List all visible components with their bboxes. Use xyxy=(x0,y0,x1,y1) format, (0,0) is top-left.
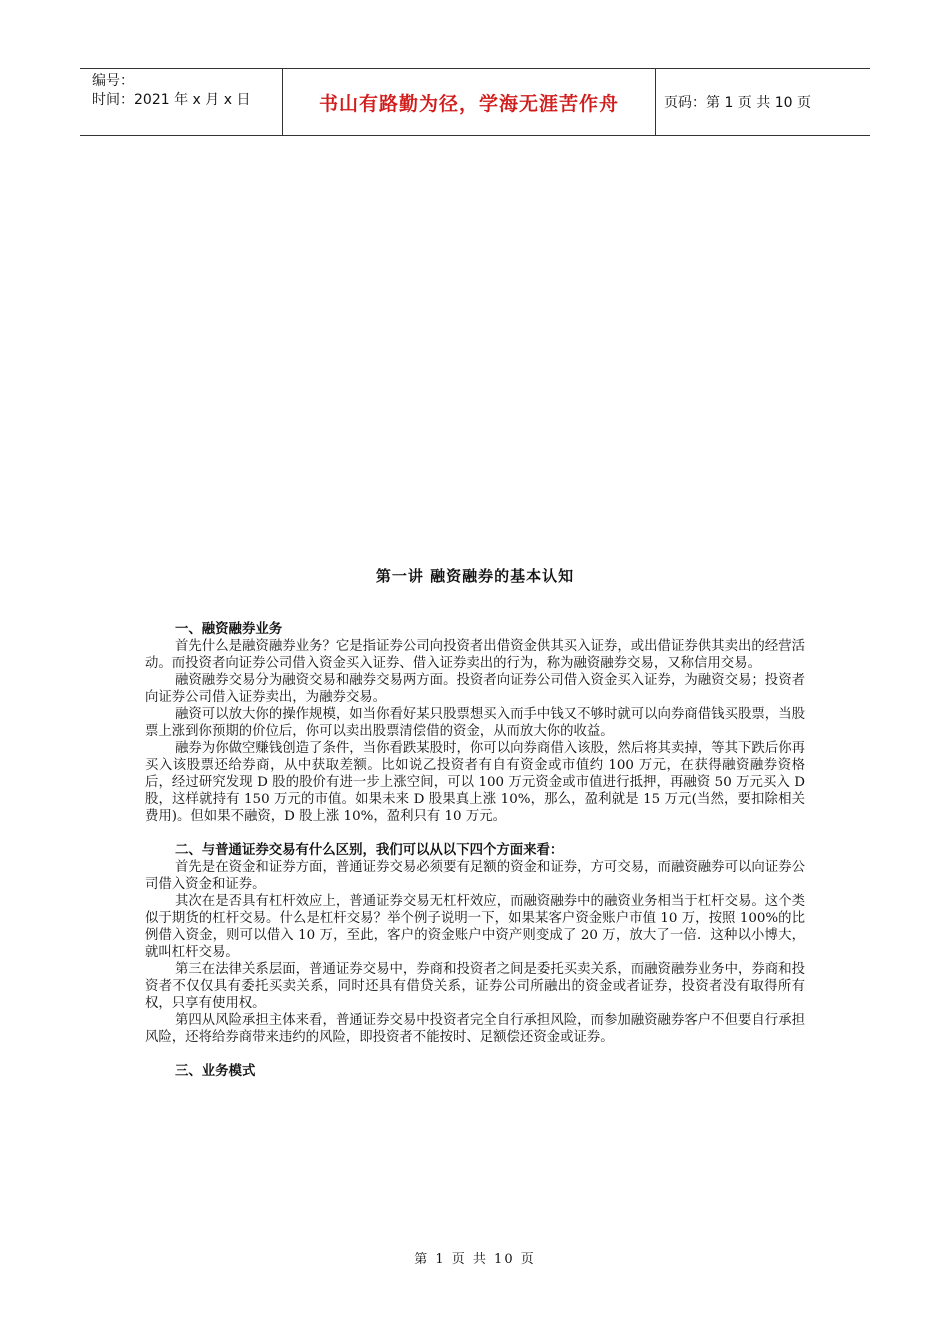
page-footer xyxy=(0,1248,950,1267)
paragraph: 第四从风险承担主体来看，普通证券交易中投资者完全自行承担风险，而参加融资融券客户不但要自行承担风险，还将给券商带来违约的风险，即投资者不能按时、足额偿还资金或证券。 xyxy=(145,1013,805,1045)
document-title: 第一讲 融资融券的基本认知 xyxy=(375,567,575,585)
date-label: 时间：2021 年 x 月 x 日 xyxy=(92,92,251,108)
paragraph: 融券为你做空赚钱创造了条件，当你看跌某股时，你可以向券商借入该股，然后将其卖掉，等其下跌后你再买入该股票还给券商，从中获取差额。比如说乙投资者有自有资金或市值约 100 万元，在获得融资融券资格后，经过研究发现 D 股的股价有进一步上涨空间，可以 100 万元资金或市值进行抵押，再融资 50 万元买入 D 股，这样就持有 150 万元的市值。如果未来 D 股果真上涨 10%，那么，盈利就是 15 万元(当然，要扣除相关费用)。但如果不融资，D 股上涨 10%，盈利只有 10 万元。 xyxy=(145,741,805,824)
motto-text: 书山有路勤为径，学海无涯苦作舟 xyxy=(318,92,619,115)
page-code-cell xyxy=(656,69,870,135)
spacer xyxy=(145,825,805,842)
section-heading-3: 三、业务模式 xyxy=(175,1064,256,1079)
footer-page-number: 第 1 页 共 10 页 xyxy=(414,1252,536,1267)
paragraph: 融资融券交易分为融资交易和融券交易两方面。投资者向证券公司借入资金买入证券，为融资交易；投资者向证券公司借入证券卖出，为融券交易。 xyxy=(145,673,805,705)
page-code: 页码：第 1 页 共 10 页 xyxy=(664,95,811,111)
paragraph: 融资可以放大你的操作规模，如当你看好某只股票想买入而手中钱又不够时就可以向券商借钱买股票，当股票上涨到你预期的价位后，你可以卖出股票清偿借的资金，从而放大你的收益。 xyxy=(145,707,805,739)
header-table xyxy=(80,68,870,136)
paragraph: 首先什么是融资融券业务？它是指证券公司向投资者出借资金供其买入证券，或出借证券供其卖出的经营活动。而投资者向证券公司借入资金买入证券、借入证券卖出的行为，称为融资融券交易，又称信用交易。 xyxy=(145,639,805,671)
header-meta-cell xyxy=(80,69,282,135)
spacer xyxy=(145,1046,805,1063)
section-heading-2: 二、与普通证券交易有什么区别，我们可以从以下四个方面来看： xyxy=(175,843,564,858)
motto-cell xyxy=(282,69,656,135)
section-heading-1: 一、融资融券业务 xyxy=(175,622,283,637)
paragraph: 第三在法律关系层面，普通证券交易中，券商和投资者之间是委托买卖关系，而融资融券业务中，券商和投资者不仅仅具有委托买卖关系，同时还具有借贷关系，证券公司所融出的资金或者证券，投资者没有取得所有权，只享有使用权。 xyxy=(145,962,805,1011)
document-body xyxy=(145,568,805,1080)
paragraph: 首先是在资金和证券方面，普通证券交易必须要有足额的资金和证券，方可交易，而融资融券可以向证券公司借入资金和证券。 xyxy=(145,860,805,892)
number-label: 编号： xyxy=(92,73,134,89)
paragraph: 其次在是否具有杠杆效应上，普通证券交易无杠杆效应，而融资融券中的融资业务相当于杠杆交易。这个类似于期货的杠杆交易。什么是杠杆交易？举个例子说明一下，如果某客户资金账户市值 10 万，按照 100%的比例借入资金，则可以借入 10 万，至此，客户的资金账户中资产则变成了 20 万，放大了一倍．这种以小博大，就叫杠杆交易。 xyxy=(145,894,805,960)
